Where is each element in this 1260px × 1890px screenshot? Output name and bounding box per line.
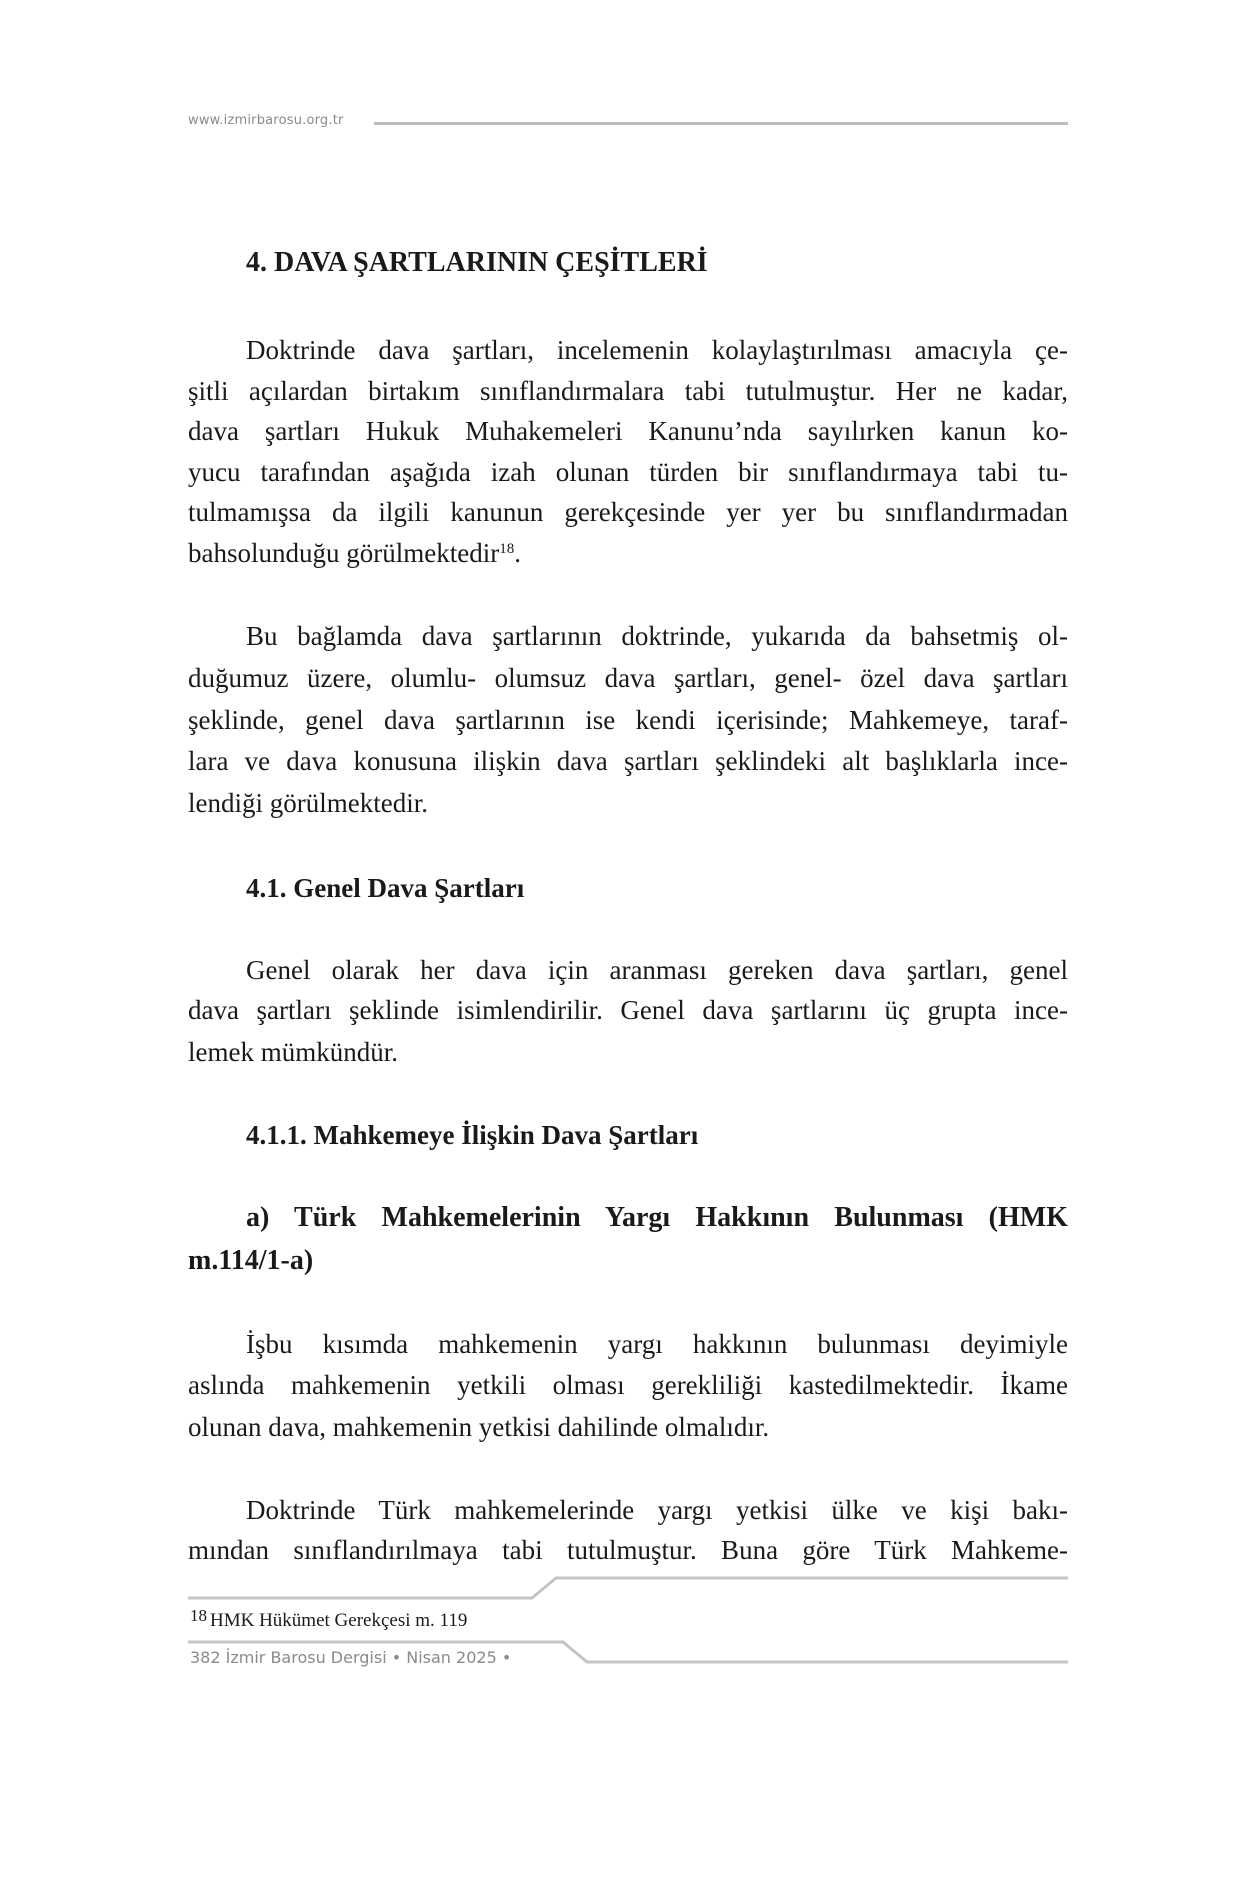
footnote (190, 1606, 468, 1632)
header-site-url: www.izmirbarosu.org.tr (188, 113, 344, 128)
para2-line: şeklinde, genel dava şartlarının ise kendi içerisinde; Mahkemeye, taraf- (188, 705, 1068, 735)
para3-line: dava şartları şeklinde isimlendirilir. Genel dava şartlarını üç grupta ince- (188, 995, 1068, 1025)
para2-line: duğumuz üzere, olumlu- olumsuz dava şartları, genel- özel dava şartları (188, 663, 1068, 693)
para1-line: şitli açılardan birtakım sınıflandırmalara tabi tutulmuştur. Her ne kadar, (188, 376, 1068, 406)
period: . (514, 538, 521, 568)
footer-page-info: 382 İzmir Barosu Dergisi • Nisan 2025 • (190, 1648, 512, 1667)
heading-4-1-1: 4.1.1. Mahkemeye İlişkin Dava Şartları (246, 1120, 699, 1150)
heading-4-1: 4.1. Genel Dava Şartları (246, 873, 525, 903)
para4-line: olunan dava, mahkemenin yetkisi dahilinde olmalıdır. (188, 1412, 770, 1442)
footnote-number: 18 (190, 1606, 207, 1625)
para1-line: yucu tarafından aşağıda izah olunan türden bir sınıflandırmaya tabi tu- (188, 457, 1068, 487)
para1-line: tulmamışsa da ilgili kanunun gerekçesinde yer yer bu sınıflandırmadan (188, 497, 1068, 527)
para1-line: Doktrinde dava şartları, incelemenin kolaylaştırılması amacıyla çe- (246, 335, 1068, 365)
footnote-ref[interactable]: 18 (499, 541, 515, 557)
para1-line: dava şartları Hukuk Muhakemeleri Kanunu’nda sayılırken kanun ko- (188, 416, 1068, 446)
heading-a-line: a) Türk Mahkemelerinin Yargı Hakkının Bulunması (HMK (246, 1202, 1068, 1233)
footnote-text: HMK Hükümet Gerekçesi m. 119 (210, 1610, 468, 1631)
para4-line: aslında mahkemenin yetkili olması gerekliliği kastedilmektedir. İkame (188, 1370, 1068, 1400)
para2-line: lara ve dava konusuna ilişkin dava şartları şeklindeki alt başlıklarla ince- (188, 746, 1068, 776)
para2-line: lendiği görülmektedir. (188, 788, 428, 818)
para1-text: bahsolunduğu görülmektedir (188, 538, 500, 568)
para2-line: Bu bağlamda dava şartlarının doktrinde, yukarıda da bahsetmiş ol- (246, 621, 1068, 651)
para4-line: İşbu kısımda mahkemenin yargı hakkının bulunması deyimiyle (246, 1329, 1068, 1359)
section-title: 4. DAVA ŞARTLARININ ÇEŞİTLERİ (246, 247, 708, 278)
heading-a-line: m.114/1-a) (188, 1245, 314, 1276)
para3-line: Genel olarak her dava için aranması gereken dava şartları, genel (246, 955, 1068, 985)
para5-line: Doktrinde Türk mahkemelerinde yargı yetkisi ülke ve kişi bakı- (246, 1495, 1068, 1525)
para3-line: lemek mümkündür. (188, 1037, 398, 1067)
para5-line: mından sınıflandırılmaya tabi tutulmuştur. Buna göre Türk Mahkeme- (188, 1535, 1068, 1565)
